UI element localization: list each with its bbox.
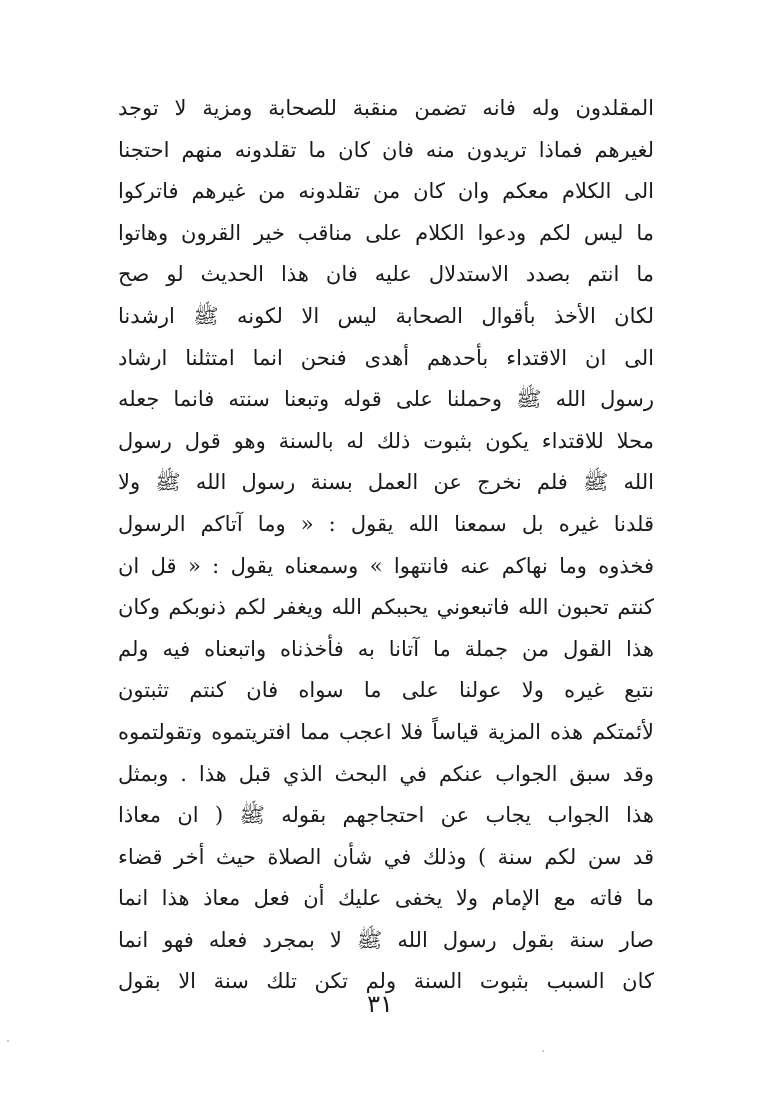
text-line-6: لكان الأخذ بأقوال الصحابة ليس الا لكونه ﷺ ارشدنا bbox=[118, 303, 654, 328]
text-line-4: ما ليس لكم ودعوا الكلام على مناقب خير القرون وهاتوا bbox=[118, 220, 654, 245]
text-line-17: وقد سبق الجواب عنكم في البحث الذي قبل هذا . وبمثل bbox=[118, 761, 654, 786]
text-line-15: نتبع غيره ولا عولنا على ما سواه فان كنتم تثبتون bbox=[118, 678, 654, 703]
text-line-1: المقلدون وله فانه تضمن منقبة للصحابة ومزية لا توجد bbox=[118, 96, 654, 120]
text-line-12: فخذوه وما نهاكم عنه فانتهوا » وسمعناه يقول : « قل ان bbox=[118, 553, 654, 578]
text-line-20: ما فاته مع الإمام ولا يخفى عليك أن فعل معاذ هذا انما bbox=[118, 886, 654, 911]
text-line-7: الى ان الاقتداء بأحدهم أهدى فنحن انما امتثلنا ارشاد bbox=[118, 345, 654, 370]
page-number: ٣١ bbox=[367, 990, 393, 1018]
text-line-13: كنتم تحبون الله فاتبعوني يحببكم الله ويغفر لكم ذنوبكم وكان bbox=[118, 595, 654, 620]
text-line-18: هذا الجواب يجاب عن احتجاجهم بقوله ﷺ ( ان معاذا bbox=[118, 803, 654, 828]
text-line-5: ما انتم بصدد الاستدلال عليه فان هذا الحديث لو صح bbox=[118, 262, 654, 287]
text-line-8: رسول الله ﷺ وحملنا على قوله وتبعنا سنته فانما جعله bbox=[118, 387, 654, 412]
text-line-16: لأئمتكم هذه المزية قياساً فلا اعجب مما افتريتموه وتقولتموه bbox=[118, 719, 654, 744]
text-line-19: قد سن لكم سنة ) وذلك في شأن الصلاة حيث أخر قضاء bbox=[118, 844, 654, 869]
text-line-22: كان السبب بثبوت السنة ولم تكن تلك سنة الا بقول bbox=[118, 969, 654, 994]
text-line-14: هذا القول من جملة ما آتانا به فأخذناه واتبعناه فيه ولم bbox=[118, 636, 654, 661]
text-line-10: الله ﷺ فلم نخرج عن العمل بسنة رسول الله ﷺ ولا bbox=[118, 470, 654, 495]
text-line-9: محلا للاقتداء يكون بثبوت ذلك له بالسنة وهو قول رسول bbox=[118, 428, 654, 453]
text-line-3: الى الكلام معكم وان كان من تقلدونه من غيرهم فاتركوا bbox=[118, 179, 654, 204]
text-line-11: قلدنا غيره بل سمعنا الله يقول : « وما آتاكم الرسول bbox=[118, 511, 654, 536]
body-text bbox=[118, 88, 654, 1003]
text-line-21: صار سنة بقول رسول الله ﷺ لا بمجرد فعله فهو انما bbox=[118, 927, 654, 952]
text-line-2: لغيرهم فماذا تريدون منه فان كان ما تقلدونه منهم احتجنا bbox=[118, 137, 654, 162]
scan-speck bbox=[542, 1050, 544, 1052]
scan-speck bbox=[7, 1040, 9, 1042]
